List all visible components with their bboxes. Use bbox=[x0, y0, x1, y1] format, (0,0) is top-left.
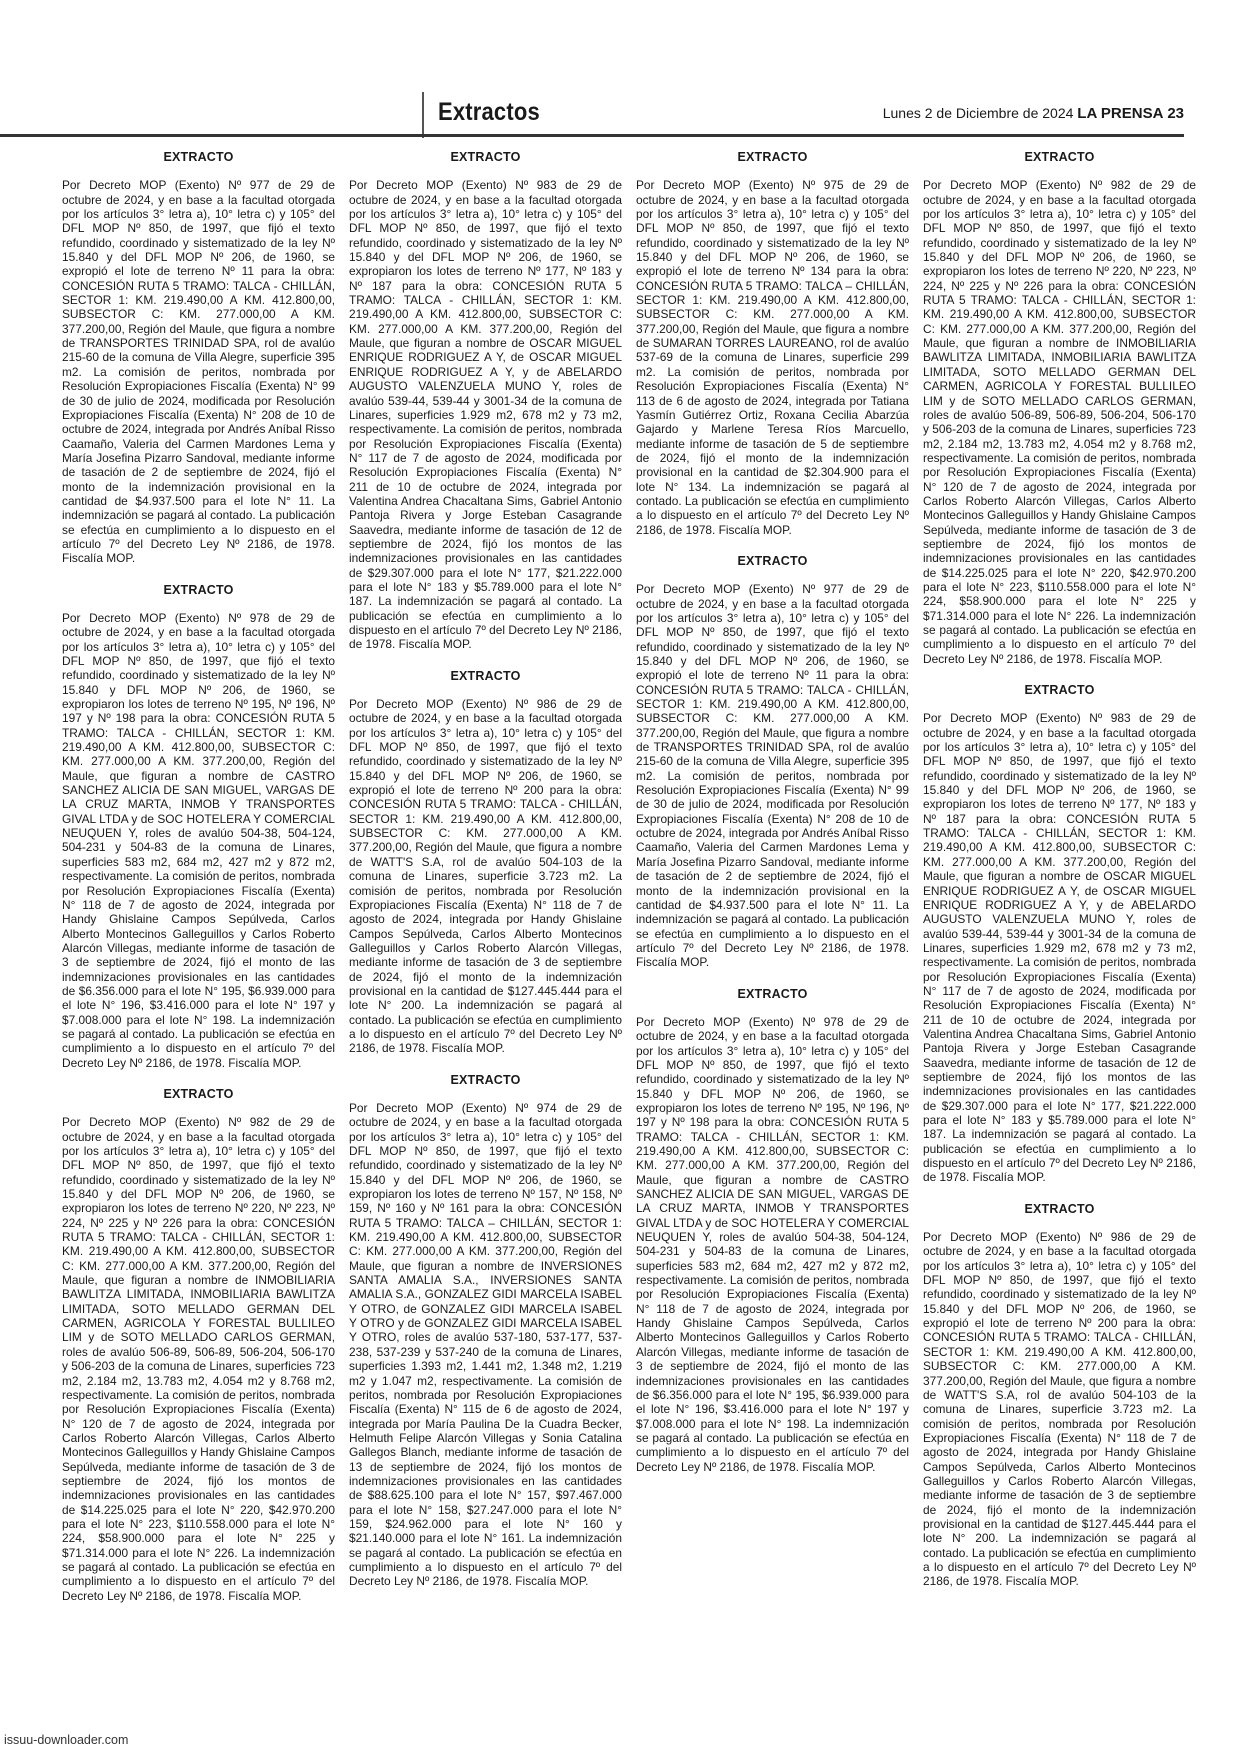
notice bbox=[349, 1073, 622, 1589]
notice-heading: EXTRACTO bbox=[450, 150, 521, 164]
page-number: 23 bbox=[1167, 105, 1184, 122]
notice-heading: EXTRACTO bbox=[163, 582, 234, 597]
notice bbox=[636, 987, 909, 1474]
notice-heading: EXTRACTO bbox=[1024, 683, 1095, 698]
notice-heading: EXTRACTO bbox=[737, 553, 808, 568]
notice bbox=[349, 669, 622, 1056]
notice-body: Por Decreto MOP (Exento) Nº 975 de 29 de octubre de 2024, y en base a la facultad otorgada por los artículos 3° letra a), 10° letra c) y 105° del DFL MOP Nº 850, de 1997, que fijó el texto refundido, coordinado y sistematizado de la ley Nº 15.840 y del DFL MOP Nº 206, de 1960, se expropió el lote de terreno Nº 134 para la obra: CONCESIÓN RUTA 5 TRAMO: TALCA – CHILLÁN, SECTOR 1: KM. 219.490,00 A KM. 412.800,00, SUBSECTOR C: KM. 277.000,00 A KM. 377.200,00, Región del Maule, que figura a nombre de SUMARAN TORRES LAUREANO, rol de avalúo 537-69 de la comuna de Linares, superficie 299 m2. La comisión de peritos, nombrada por Resolución Expropiaciones Fiscalía (Exenta) N° 113 de 6 de agosto de 2024, integrada por Tatiana Yasmín Gutiérrez Ortiz, Roxana Cecilia Abarzúa Gajardo y Marlene Teresa Ríos Marcuello, mediante informe de tasación de 5 de septiembre de 2024, fijó el monto de la indemnización provisional en la cantidad de $2.304.900 para el lote N° 134. La indemnización se pagará al contado. La publicación se efectúa en cumplimiento a lo dispuesto en el artículo 7º del Decreto Ley Nº 2186, de 1978. Fiscalía MOP. bbox=[636, 178, 909, 537]
column-4 bbox=[923, 150, 1196, 1606]
notice-heading: EXTRACTO bbox=[163, 150, 234, 164]
notice bbox=[349, 150, 622, 652]
notice-body: Por Decreto MOP (Exento) Nº 982 de 29 de octubre de 2024, y en base a la facultad otorgada por los artículos 3° letra a), 10° letra c) y 105° del DFL MOP Nº 850, de 1997, que fijó el texto refundido, coordinado y sistematizado de la ley Nº 15.840 y del DFL MOP Nº 206, de 1960, se expropiaron los lotes de terreno Nº 220, Nº 223, Nº 224, Nº 225 y Nº 226 para la obra: CONCESIÓN RUTA 5 TRAMO: TALCA - CHILLÁN, SECTOR 1: KM. 219.490,00 A KM. 412.800,00, SUBSECTOR C: KM. 277.000,00 A KM. 377.200,00, Región del Maule, que figuran a nombre de INMOBILIARIA BAWLITZA LIMITADA, INMOBILIARIA BAWLITZA LIMITADA, SOTO MELLADO GERMAN DEL CARMEN, AGRICOLA Y FORESTAL BULLILEO LIM y de SOTO MELLADO CARLOS GERMAN, roles de avalúo 506-89, 506-89, 506-204, 506-170 y 506-203 de la comuna de Linares, superficies 723 m2, 2.184 m2, 13.783 m2, 4.054 m2 y 8.768 m2, respectivamente. La comisión de peritos, nombrada por Resolución Expropiaciones Fiscalía (Exenta) N° 120 de 7 de agosto de 2024, integrada por Carlos Roberto Alarcón Villegas, Carlos Alberto Montecinos Galleguillos y Handy Ghislaine Campos Sepúlveda, mediante informe de tasación de 3 de septiembre de 2024, fijó los montos de indemnizaciones provisionales en las cantidades de $14.225.025 para el lote N° 220, $42.970.200 para el lote N° 223, $110.558.000 para el lote N° 224, $58.900.000 para el lote N° 225 y $71.314.000 para el lote N° 226. La indemnización se pagará al contado. La publicación se efectúa en cumplimiento a lo dispuesto en el artículo 7º del Decreto Ley Nº 2186, de 1978. Fiscalía MOP. bbox=[62, 1115, 335, 1603]
notice bbox=[62, 583, 335, 1070]
notice-heading: EXTRACTO bbox=[737, 986, 808, 1001]
notice-body: Por Decreto MOP (Exento) Nº 977 de 29 de octubre de 2024, y en base a la facultad otorgada por los artículos 3° letra a), 10° letra c) y 105° del DFL MOP Nº 850, de 1997, que fijó el texto refundido, coordinado y sistematizado de la ley Nº 15.840 y del DFL MOP Nº 206, de 1960, se expropió el lote de terreno Nº 11 para la obra: CONCESIÓN RUTA 5 TRAMO: TALCA - CHILLÁN, SECTOR 1: KM. 219.490,00 A KM. 412.800,00, SUBSECTOR C: KM. 277.000,00 A KM. 377.200,00, Región del Maule, que figura a nombre de TRANSPORTES TRINIDAD SPA, rol de avalúo 215-60 de la comuna de Villa Alegre, superficie 395 m2. La comisión de peritos, nombrada por Resolución Expropiaciones Fiscalía (Exenta) N° 99 de 30 de julio de 2024, modificada por Resolución Expropiaciones Fiscalía (Exenta) N° 208 de 10 de octubre de 2024, integrada por Andrés Aníbal Risso Caamaño, Valeria del Carmen Mardones Lema y María Josefina Pizarro Sandoval, mediante informe de tasación de 2 de septiembre de 2024, fijó el monto de la indemnización provisional en la cantidad de $4.937.500 para el lote N° 11. La indemnización se pagará al contado. La publicación se efectúa en cumplimiento a lo dispuesto en el artículo 7º del Decreto Ley Nº 2186, de 1978. Fiscalía MOP. bbox=[636, 582, 910, 970]
section-title: Extractos bbox=[438, 98, 540, 126]
notice bbox=[923, 1202, 1196, 1589]
column-1 bbox=[62, 150, 335, 1620]
header-dateline bbox=[883, 105, 1184, 122]
header-rule bbox=[0, 134, 1184, 137]
notice-body: Por Decreto MOP (Exento) Nº 974 de 29 de octubre de 2024, y en base a la facultad otorgada por los artículos 3° letra a), 10° letra c) y 105° del DFL MOP Nº 850, de 1997, que fijó el texto refundido, coordinado y sistematizado de la ley Nº 15.840 y del DFL MOP Nº 206, de 1960, se expropiaron los lotes de terreno Nº 157, Nº 158, Nº 159, Nº 160 y Nº 161 para la obra: CONCESIÓN RUTA 5 TRAMO: TALCA – CHILLÁN, SECTOR 1: KM. 219.490,00 A KM. 412.800,00, SUBSECTOR C: KM. 277.000,00 A KM. 377.200,00, Región del Maule, que figuran a nombre de INVERSIONES SANTA AMALIA S.A., INVERSIONES SANTA AMALIA S.A., GONZALEZ GIDI MARCELA ISABEL Y OTRO, de GONZALEZ GIDI MARCELA ISABEL Y OTRO y de GONZALEZ GIDI MARCELA ISABEL Y OTRO, roles de avalúo 537-180, 537-177, 537-238, 537-239 y 537-240 de la comuna de Linares, superficies 1.393 m2, 1.441 m2, 1.348 m2, 1.219 m2 y 1.047 m2, respectivamente. La comisión de peritos, nombrada por Resolución Expropiaciones Fiscalía (Exenta) N° 115 de 6 de agosto de 2024, integrada por María Paulina De la Cuadra Becker, Helmuth Felipe Alarcón Villegas y Sonia Catalina Gallegos Blanch, mediante informe de tasación de 13 de septiembre de 2024, fijó los montos de indemnizaciones provisionales en las cantidades de $88.625.100 para el lote N° 157, $97.467.000 para el lote N° 158, $27.247.000 para el lote N° 159, $24.962.000 para el lote N° 160 y $21.140.000 para el lote N° 161. La indemnización se pagará al contado. La publicación se efectúa en cumplimiento a lo dispuesto en el artículo 7º del Decreto Ley Nº 2186, de 1978. Fiscalía MOP. bbox=[349, 1100, 622, 1589]
notice-heading: EXTRACTO bbox=[1024, 1201, 1095, 1216]
header-divider bbox=[422, 92, 424, 138]
notice-body: Por Decreto MOP (Exento) Nº 978 de 29 de octubre de 2024, y en base a la facultad otorgada por los artículos 3° letra a), 10° letra c) y 105° del DFL MOP Nº 850, de 1997, que fijó el texto refundido, coordinado y sistematizado de la ley Nº 15.840 y DFL MOP Nº 206, de 1960, se expropiaron los lotes de terreno Nº 195, Nº 196, Nº 197 y Nº 198 para la obra: CONCESIÓN RUTA 5 TRAMO: TALCA - CHILLÁN, SECTOR 1: KM. 219.490,00 A KM. 412.800,00, SUBSECTOR C: KM. 277.000,00 A KM. 377.200,00, Región del Maule, que figuran a nombre de CASTRO SANCHEZ ALICIA DE SAN MIGUEL, VARGAS DE LA CRUZ MARTA, INMOB Y TRANSPORTES GIVAL LTDA y de SOC HOTELERA Y COMERCIAL NEUQUEN Y, roles de avalúo 504-38, 504-124, 504-231 y 504-83 de la comuna de Linares, superficies 583 m2, 684 m2, 427 m2 y 872 m2, respectivamente. La comisión de peritos, nombrada por Resolución Expropiaciones Fiscalía (Exenta) N° 118 de 7 de agosto de 2024, integrada por Handy Ghislaine Campos Sepúlveda, Carlos Alberto Montecinos Galleguillos y Carlos Roberto Alarcón Villegas, mediante informe de tasación de 3 de septiembre de 2024, fijó el monto de las indemnizaciones provisionales en las cantidades de $6.356.000 para el lote N° 195, $6.939.000 para el lote N° 196, $3.416.000 para el lote N° 197 y $7.008.000 para el lote N° 198. La indemnización se pagará al contado. La publicación se efectúa en cumplimiento a lo dispuesto en el artículo 7º del Decreto Ley Nº 2186, de 1978. Fiscalía MOP. bbox=[636, 1014, 909, 1474]
notice bbox=[636, 150, 909, 537]
notice bbox=[62, 1087, 335, 1603]
source-watermark: issuu-downloader.com bbox=[4, 1733, 129, 1747]
notice-body: Por Decreto MOP (Exento) Nº 983 de 29 de octubre de 2024, y en base a la facultad otorgada por los artículos 3° letra a), 10° letra c) y 105° del DFL MOP Nº 850, de 1997, que fijó el texto refundido, coordinado y sistematizado de la ley Nº 15.840 y del DFL MOP Nº 206, de 1960, se expropiaron los lotes de terreno Nº 177, Nº 183 y Nº 187 para la obra: CONCESIÓN RUTA 5 TRAMO: TALCA - CHILLÁN, SECTOR 1: KM. 219.490,00 A KM. 412.800,00, SUBSECTOR C: KM. 277.000,00 A KM. 377.200,00, Región del Maule, que figuran a nombre de OSCAR MIGUEL ENRIQUE RODRIGUEZ A Y, de OSCAR MIGUEL ENRIQUE RODRIGUEZ A Y, y de ABELARDO AUGUSTO VALENZUELA MUNO Y, roles de avalúo 539-44, 539-44 y 3001-34 de la comuna de Linares, superficies 1.929 m2, 678 m2 y 73 m2, respectivamente. La comisión de peritos, nombrada por Resolución Expropiaciones Fiscalía (Exenta) N° 117 de 7 de agosto de 2024, modificada por Resolución Expropiaciones Fiscalía (Exenta) N° 211 de 10 de octubre de 2024, integrada por Valentina Andrea Chacaltana Sims, Gabriel Antonio Pantoja Rivera y Jorge Esteban Casagrande Saavedra, mediante informe de tasación de 12 de septiembre de 2024, fijó los montos de las indemnizaciones provisionales en las cantidades de $29.307.000 para el lote N° 177, $21.222.000 para el lote N° 183 y $5.789.000 para el lote N° 187. La indemnización se pagará al contado. La publicación se efectúa en cumplimiento a lo dispuesto en el artículo 7º del Decreto Ley Nº 2186, de 1978. Fiscalía MOP. bbox=[923, 711, 1196, 1185]
notice-body: Por Decreto MOP (Exento) Nº 986 de 29 de octubre de 2024, y en base a la facultad otorgada por los artículos 3° letra a), 10° letra c) y 105° del DFL MOP Nº 850, de 1997, que fijó el texto refundido, coordinado y sistematizado de la ley Nº 15.840 y del DFL MOP Nº 206, de 1960, se expropió el lote de terreno Nº 200 para la obra: CONCESIÓN RUTA 5 TRAMO: TALCA - CHILLÁN, SECTOR 1: KM. 219.490,00 A KM. 412.800,00, SUBSECTOR C: KM. 277.000,00 A KM. 377.200,00, Región del Maule, que figura a nombre de WATT'S S.A, rol de avalúo 504-103 de la comuna de Linares, superficie 3.723 m2. La comisión de peritos, nombrada por Resolución Expropiaciones Fiscalía (Exenta) N° 118 de 7 de agosto de 2024, integrada por Handy Ghislaine Campos Sepúlveda, Carlos Alberto Montecinos Galleguillos y Carlos Roberto Alarcón Villegas, mediante informe de tasación de 3 de septiembre de 2024, fijó el monto de la indemnización provisional en la cantidad de $127.445.444 para el lote N° 200. La indemnización se pagará al contado. La publicación se efectúa en cumplimiento a lo dispuesto en el artículo 7º del Decreto Ley Nº 2186, de 1978. Fiscalía MOP. bbox=[349, 697, 622, 1056]
publication-name: LA PRENSA bbox=[1077, 105, 1164, 122]
column-2 bbox=[349, 150, 622, 1606]
page-header bbox=[0, 0, 1240, 140]
notice bbox=[62, 150, 335, 566]
notice-body: Por Decreto MOP (Exento) Nº 986 de 29 de octubre de 2024, y en base a la facultad otorgada por los artículos 3° letra a), 10° letra c) y 105° del DFL MOP Nº 850, de 1997, que fijó el texto refundido, coordinado y sistematizado de la ley Nº 15.840 y del DFL MOP Nº 206, de 1960, se expropió el lote de terreno Nº 200 para la obra: CONCESIÓN RUTA 5 TRAMO: TALCA - CHILLÁN, SECTOR 1: KM. 219.490,00 A KM. 412.800,00, SUBSECTOR C: KM. 277.000,00 A KM. 377.200,00, Región del Maule, que figura a nombre de WATT'S S.A, rol de avalúo 504-103 de la comuna de Linares, superficie 3.723 m2. La comisión de peritos, nombrada por Resolución Expropiaciones Fiscalía (Exenta) N° 118 de 7 de agosto de 2024, integrada por Handy Ghislaine Campos Sepúlveda, Carlos Alberto Montecinos Galleguillos y Carlos Roberto Alarcón Villegas, mediante informe de tasación de 3 de septiembre de 2024, fijó el monto de la indemnización provisional en la cantidad de $127.445.444 para el lote N° 200. La indemnización se pagará al contado. La publicación se efectúa en cumplimiento a lo dispuesto en el artículo 7º del Decreto Ley Nº 2186, de 1978. Fiscalía MOP. bbox=[923, 1230, 1196, 1589]
notice-heading: EXTRACTO bbox=[1024, 150, 1095, 164]
notice-body: Por Decreto MOP (Exento) Nº 977 de 29 de octubre de 2024, y en base a la facultad otorgada por los artículos 3° letra a), 10° letra c) y 105° del DFL MOP Nº 850, de 1997, que fijó el texto refundido, coordinado y sistematizado de la ley Nº 15.840 y del DFL MOP Nº 206, de 1960, se expropió el lote de terreno Nº 11 para la obra: CONCESIÓN RUTA 5 TRAMO: TALCA - CHILLÁN, SECTOR 1: KM. 219.490,00 A KM. 412.800,00, SUBSECTOR C: KM. 277.000,00 A KM. 377.200,00, Región del Maule, que figura a nombre de TRANSPORTES TRINIDAD SPA, rol de avalúo 215-60 de la comuna de Villa Alegre, superficie 395 m2. La comisión de peritos, nombrada por Resolución Expropiaciones Fiscalía (Exenta) N° 99 de 30 de julio de 2024, modificada por Resolución Expropiaciones Fiscalía (Exenta) N° 208 de 10 de octubre de 2024, integrada por Andrés Aníbal Risso Caamaño, Valeria del Carmen Mardones Lema y María Josefina Pizarro Sandoval, mediante informe de tasación de 2 de septiembre de 2024, fijó el monto de la indemnización provisional en la cantidad de $4.937.500 para el lote N° 11. La indemnización se pagará al contado. La publicación se efectúa en cumplimiento a lo dispuesto en el artículo 7º del Decreto Ley Nº 2186, de 1978. Fiscalía MOP. bbox=[62, 178, 336, 566]
publication-date: Lunes 2 de Diciembre de 2024 bbox=[882, 105, 1074, 121]
notice bbox=[923, 683, 1196, 1185]
notice-heading: EXTRACTO bbox=[163, 1086, 234, 1101]
notice bbox=[923, 150, 1196, 666]
notice bbox=[636, 554, 909, 970]
notice-heading: EXTRACTO bbox=[450, 668, 521, 683]
column-3 bbox=[636, 150, 909, 1491]
notice-heading: EXTRACTO bbox=[737, 150, 808, 164]
notice-heading: EXTRACTO bbox=[450, 1072, 521, 1087]
notice-body: Por Decreto MOP (Exento) Nº 982 de 29 de octubre de 2024, y en base a la facultad otorgada por los artículos 3° letra a), 10° letra c) y 105° del DFL MOP Nº 850, de 1997, que fijó el texto refundido, coordinado y sistematizado de la ley Nº 15.840 y del DFL MOP Nº 206, de 1960, se expropiaron los lotes de terreno Nº 220, Nº 223, Nº 224, Nº 225 y Nº 226 para la obra: CONCESIÓN RUTA 5 TRAMO: TALCA - CHILLÁN, SECTOR 1: KM. 219.490,00 A KM. 412.800,00, SUBSECTOR C: KM. 277.000,00 A KM. 377.200,00, Región del Maule, que figuran a nombre de INMOBILIARIA BAWLITZA LIMITADA, INMOBILIARIA BAWLITZA LIMITADA, SOTO MELLADO GERMAN DEL CARMEN, AGRICOLA Y FORESTAL BULLILEO LIM y de SOTO MELLADO CARLOS GERMAN, roles de avalúo 506-89, 506-89, 506-204, 506-170 y 506-203 de la comuna de Linares, superficies 723 m2, 2.184 m2, 13.783 m2, 4.054 m2 y 8.768 m2, respectivamente. La comisión de peritos, nombrada por Resolución Expropiaciones Fiscalía (Exenta) N° 120 de 7 de agosto de 2024, integrada por Carlos Roberto Alarcón Villegas, Carlos Alberto Montecinos Galleguillos y Handy Ghislaine Campos Sepúlveda, mediante informe de tasación de 3 de septiembre de 2024, fijó los montos de indemnizaciones provisionales en las cantidades de $14.225.025 para el lote N° 220, $42.970.200 para el lote N° 223, $110.558.000 para el lote N° 224, $58.900.000 para el lote N° 225 y $71.314.000 para el lote N° 226. La indemnización se pagará al contado. La publicación se efectúa en cumplimiento a lo dispuesto en el artículo 7º del Decreto Ley Nº 2186, de 1978. Fiscalía MOP. bbox=[923, 178, 1196, 666]
notice-body: Por Decreto MOP (Exento) Nº 978 de 29 de octubre de 2024, y en base a la facultad otorgada por los artículos 3° letra a), 10° letra c) y 105° del DFL MOP Nº 850, de 1997, que fijó el texto refundido, coordinado y sistematizado de la ley Nº 15.840 y DFL MOP Nº 206, de 1960, se expropiaron los lotes de terreno Nº 195, Nº 196, Nº 197 y Nº 198 para la obra: CONCESIÓN RUTA 5 TRAMO: TALCA - CHILLÁN, SECTOR 1: KM. 219.490,00 A KM. 412.800,00, SUBSECTOR C: KM. 277.000,00 A KM. 377.200,00, Región del Maule, que figuran a nombre de CASTRO SANCHEZ ALICIA DE SAN MIGUEL, VARGAS DE LA CRUZ MARTA, INMOB Y TRANSPORTES GIVAL LTDA y de SOC HOTELERA Y COMERCIAL NEUQUEN Y, roles de avalúo 504-38, 504-124, 504-231 y 504-83 de la comuna de Linares, superficies 583 m2, 684 m2, 427 m2 y 872 m2, respectivamente. La comisión de peritos, nombrada por Resolución Expropiaciones Fiscalía (Exenta) N° 118 de 7 de agosto de 2024, integrada por Handy Ghislaine Campos Sepúlveda, Carlos Alberto Montecinos Galleguillos y Carlos Roberto Alarcón Villegas, mediante informe de tasación de 3 de septiembre de 2024, fijó el monto de las indemnizaciones provisionales en las cantidades de $6.356.000 para el lote N° 195, $6.939.000 para el lote N° 196, $3.416.000 para el lote N° 197 y $7.008.000 para el lote N° 198. La indemnización se pagará al contado. La publicación se efectúa en cumplimiento a lo dispuesto en el artículo 7º del Decreto Ley Nº 2186, de 1978. Fiscalía MOP. bbox=[62, 610, 335, 1070]
notice-body: Por Decreto MOP (Exento) Nº 983 de 29 de octubre de 2024, y en base a la facultad otorgada por los artículos 3° letra a), 10° letra c) y 105° del DFL MOP Nº 850, de 1997, que fijó el texto refundido, coordinado y sistematizado de la ley Nº 15.840 y del DFL MOP Nº 206, de 1960, se expropiaron los lotes de terreno Nº 177, Nº 183 y Nº 187 para la obra: CONCESIÓN RUTA 5 TRAMO: TALCA - CHILLÁN, SECTOR 1: KM. 219.490,00 A KM. 412.800,00, SUBSECTOR C: KM. 277.000,00 A KM. 377.200,00, Región del Maule, que figuran a nombre de OSCAR MIGUEL ENRIQUE RODRIGUEZ A Y, de OSCAR MIGUEL ENRIQUE RODRIGUEZ A Y, y de ABELARDO AUGUSTO VALENZUELA MUNO Y, roles de avalúo 539-44, 539-44 y 3001-34 de la comuna de Linares, superficies 1.929 m2, 678 m2 y 73 m2, respectivamente. La comisión de peritos, nombrada por Resolución Expropiaciones Fiscalía (Exenta) N° 117 de 7 de agosto de 2024, modificada por Resolución Expropiaciones Fiscalía (Exenta) N° 211 de 10 de octubre de 2024, integrada por Valentina Andrea Chacaltana Sims, Gabriel Antonio Pantoja Rivera y Jorge Esteban Casagrande Saavedra, mediante informe de tasación de 12 de septiembre de 2024, fijó los montos de las indemnizaciones provisionales en las cantidades de $29.307.000 para el lote N° 177, $21.222.000 para el lote N° 183 y $5.789.000 para el lote N° 187. La indemnización se pagará al contado. La publicación se efectúa en cumplimiento a lo dispuesto en el artículo 7º del Decreto Ley Nº 2186, de 1978. Fiscalía MOP. bbox=[349, 178, 622, 652]
